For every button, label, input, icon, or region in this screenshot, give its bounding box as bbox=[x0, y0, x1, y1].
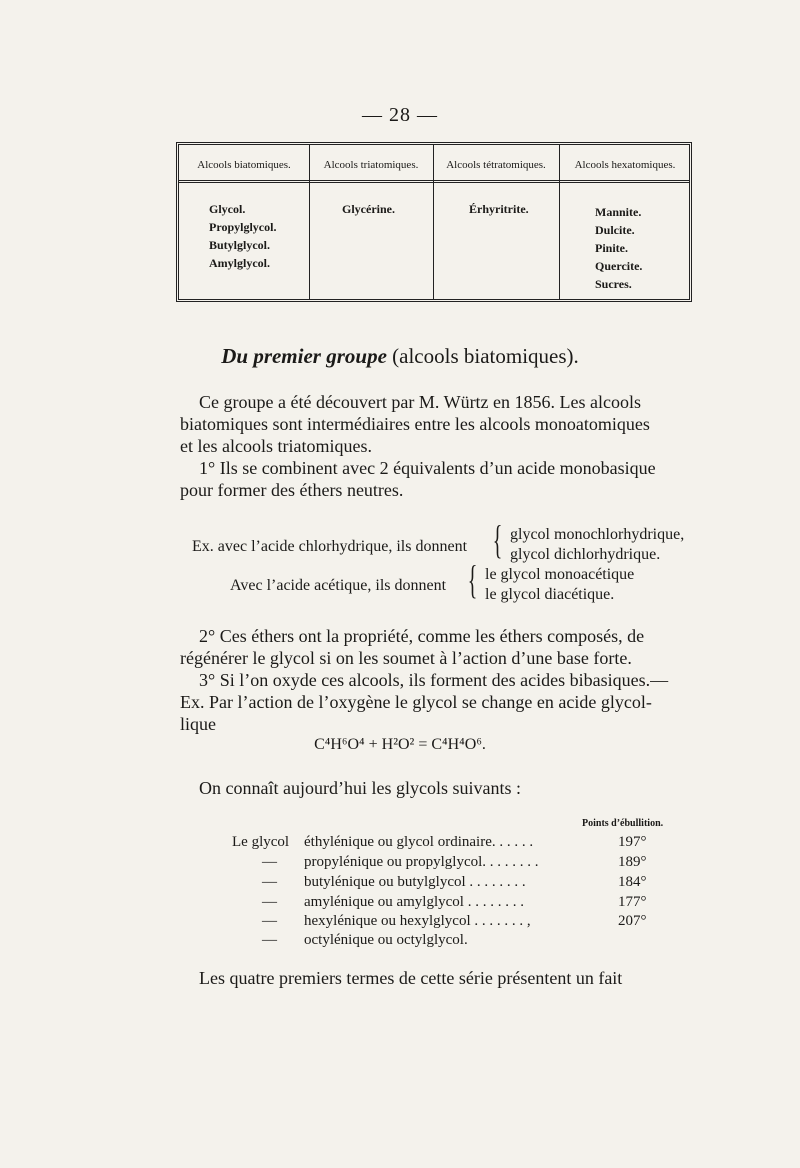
table-cell-hexatomiques bbox=[595, 203, 642, 293]
table-header-cell: Alcools triatomiques. bbox=[323, 159, 419, 171]
table-header-cell: Alcools tétratomiques. bbox=[446, 159, 546, 171]
glycol-temp: 177° bbox=[618, 894, 647, 910]
table-cell-tetratomiques bbox=[469, 200, 529, 218]
glycol-name: butylénique ou butylglycol . . . . . . . . bbox=[304, 874, 526, 890]
example-item: le glycol diacétique. bbox=[485, 586, 615, 603]
table-cell-item: Dulcite. bbox=[595, 223, 635, 237]
table-cell-item: Pinite. bbox=[595, 241, 628, 255]
table-cell-item: Amylglycol. bbox=[209, 256, 270, 270]
para-line: et les alcools triatomiques. bbox=[180, 436, 372, 456]
heading-rest: (alcools biatomiques). bbox=[392, 344, 579, 368]
example-item: glycol dichlorhydrique. bbox=[510, 546, 661, 563]
glycol-temp: 189° bbox=[618, 854, 647, 870]
para-line: 2° Ces éthers ont la propriété, comme les éthers composés, de bbox=[199, 626, 645, 646]
para-line: biatomiques sont intermédiaires entre les alcools monoatomiques bbox=[180, 414, 650, 434]
table-header-cell: Alcools biatomiques. bbox=[197, 159, 291, 171]
para-line: lique bbox=[180, 714, 216, 734]
glycol-prefix: Le glycol bbox=[232, 834, 290, 850]
glycol-name: propylénique ou propylglycol. . . . . . . . bbox=[304, 854, 539, 870]
glycol-prefix: — bbox=[262, 932, 277, 948]
section-heading bbox=[0, 344, 800, 369]
para-line: Ce groupe a été découvert par M. Würtz en 1856. Les alcools bbox=[199, 392, 642, 412]
para-line: 3° Si l’on oxyde ces alcools, ils forment des acides bibasiques.— bbox=[199, 670, 669, 690]
para-line: Ex. Par l’action de l’oxygène le glycol se change en acide glycol- bbox=[180, 692, 652, 712]
page-number: — 28 — bbox=[362, 104, 438, 126]
para-line: 1° Ils se combinent avec 2 équivalents d’un acide monobasique bbox=[199, 458, 656, 478]
table-header-cell: Alcools hexatomiques. bbox=[574, 159, 676, 171]
glycol-name: octylénique ou octylglycol. bbox=[304, 932, 468, 948]
brace-glyph: { bbox=[467, 557, 478, 602]
table-cell-item: Quercite. bbox=[595, 259, 643, 273]
glycol-temp: 207° bbox=[618, 913, 647, 929]
example-lead: Avec l’acide acétique, ils donnent bbox=[230, 577, 447, 594]
table-cell-item: Glycérine. bbox=[342, 202, 395, 216]
glycol-prefix: — bbox=[262, 913, 277, 929]
glycol-temp: 184° bbox=[618, 874, 647, 890]
example-item: le glycol monoacétique bbox=[485, 566, 635, 583]
para-line: régénérer le glycol si on les soumet à l’action d’une base forte. bbox=[180, 648, 632, 668]
para-line: pour former des éthers neutres. bbox=[180, 480, 404, 500]
glycol-name: éthylénique ou glycol ordinaire. . . . . . bbox=[304, 834, 534, 850]
table-cell-triatomiques bbox=[342, 200, 395, 218]
example-item: glycol monochlorhydrique, bbox=[510, 526, 685, 543]
example-lead: Ex. avec l’acide chlorhydrique, ils donnent bbox=[192, 538, 468, 555]
table-cell-biatomiques bbox=[209, 200, 276, 272]
table-cell-item: Butylglycol. bbox=[209, 238, 271, 252]
table-cell-item: Érhyritrite. bbox=[469, 202, 529, 216]
chemical-formula: C⁴H⁶O⁴ + H²O² = C⁴H⁴O⁶. bbox=[314, 736, 486, 753]
table-cell-item: Propylglycol. bbox=[209, 220, 277, 234]
heading-italic: Du premier groupe bbox=[221, 344, 387, 368]
glycol-name: amylénique ou amylglycol . . . . . . . . bbox=[304, 894, 524, 910]
glycol-prefix: — bbox=[262, 894, 277, 910]
alcohol-table bbox=[176, 142, 692, 302]
glycol-name: hexylénique ou hexylglycol . . . . . . . , bbox=[304, 913, 531, 929]
table-cell-item: Mannite. bbox=[595, 205, 642, 219]
glycol-temp: 197° bbox=[618, 834, 647, 850]
para-line: Les quatre premiers termes de cette série présentent un fait bbox=[199, 968, 623, 988]
table-cell-item: Glycol. bbox=[209, 202, 246, 216]
brace-glyph: { bbox=[492, 517, 503, 562]
glycol-prefix: — bbox=[262, 874, 277, 890]
para-line: On connaît aujourd’hui les glycols suivants : bbox=[199, 778, 521, 798]
boiling-points-header: Points d’ébullition. bbox=[582, 818, 664, 829]
table-cell-item: Sucres. bbox=[595, 277, 632, 291]
glycol-prefix: — bbox=[262, 854, 277, 870]
